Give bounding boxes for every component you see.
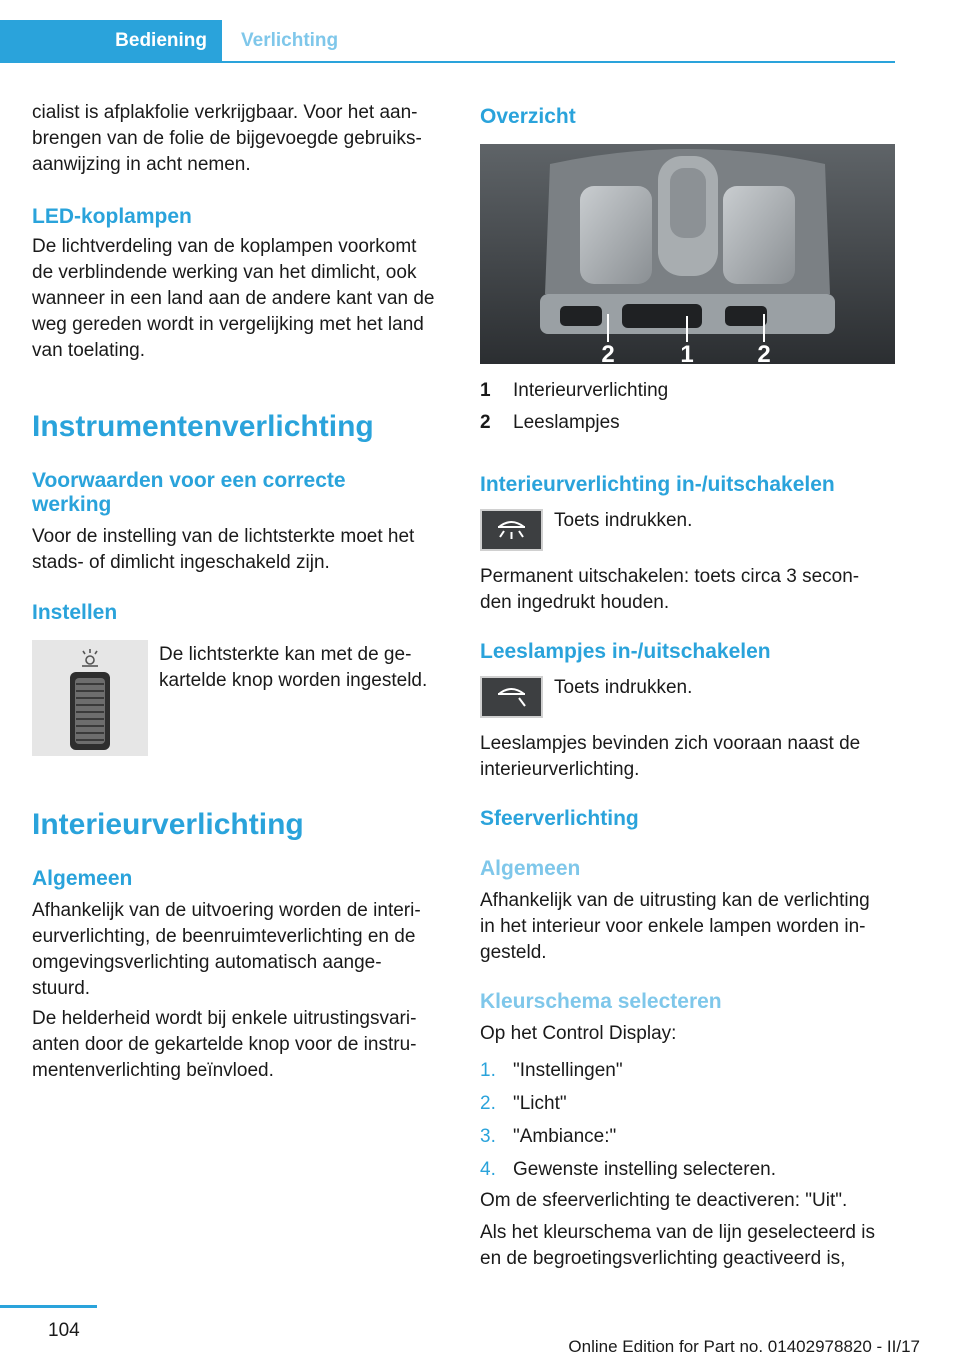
- interior-onoff-heading: Interieurverlichting in-/uitschakelen: [480, 473, 835, 496]
- legend-num: 2: [480, 412, 491, 433]
- last-line-2: en de begroetingsverlichting geactiveerd is,: [480, 1248, 846, 1269]
- header-section-tab: Bediening: [0, 20, 222, 61]
- fig-label-2-right: 2: [757, 341, 771, 364]
- page-number: 104: [48, 1320, 80, 1341]
- step-item: [480, 1091, 567, 1116]
- step-item: [480, 1157, 776, 1182]
- general-line-2: eurverlichting, de beenruimteverlichting en de: [32, 926, 416, 947]
- step-item: [480, 1058, 623, 1083]
- reading-line-1: Leeslampjes bevinden zich vooraan naast de: [480, 733, 861, 754]
- footer-rule: [0, 1305, 97, 1308]
- reading-onoff-heading: Leeslampjes in-/uitschakelen: [480, 640, 771, 663]
- interior-light-button-icon: [480, 509, 543, 551]
- step-item: [480, 1124, 616, 1149]
- knurled-knob-icon: [32, 640, 148, 756]
- step-text: "Instellingen": [513, 1060, 623, 1081]
- dimmer-knob-figure: [32, 640, 148, 756]
- adjust-line-1: De lichtsterkte kan met de ge-: [159, 644, 412, 665]
- conditions-line-2: stads- of dimlicht ingeschakeld zijn.: [32, 552, 330, 573]
- adjust-heading: Instellen: [32, 601, 118, 624]
- ambient-line-2: in het interieur voor enkele lampen worden in-: [480, 916, 866, 937]
- header-rule: [0, 61, 895, 63]
- ambient-heading: Sfeerverlichting: [480, 807, 639, 830]
- instrument-lighting-heading: Instrumentenverlichting: [32, 410, 374, 443]
- step-text: "Licht": [513, 1093, 567, 1114]
- general-line-4: stuurd.: [32, 978, 91, 999]
- legend-item: [480, 410, 620, 435]
- conditions-heading-1: Voorwaarden voor een correcte: [32, 469, 346, 492]
- fig-label-1: 1: [680, 341, 694, 364]
- step-num: 1.: [480, 1060, 496, 1081]
- header-chapter-tab: Verlichting: [241, 29, 339, 51]
- conditions-line-1: Voor de instelling van de lichtsterkte moet het: [32, 526, 415, 547]
- led-line-5: van toelating.: [32, 340, 146, 361]
- color-scheme-heading: Kleurschema selecteren: [480, 990, 722, 1013]
- brightness-line-2: anten door de gekartelde knop voor de instru-: [32, 1034, 417, 1055]
- brightness-line-1: De helderheid wordt bij enkele uitrustingsvari-: [32, 1008, 417, 1029]
- permanent-line-1: Permanent uitschakelen: toets circa 3 secon-: [480, 566, 860, 587]
- adjust-line-2: kartelde knop worden ingesteld.: [159, 670, 428, 691]
- step-text: "Ambiance:": [513, 1126, 617, 1147]
- scheme-intro: Op het Control Display:: [480, 1023, 677, 1044]
- intro-line-2: brengen van de folie de bijgevoegde gebruiks-: [32, 128, 422, 149]
- general-line-1: Afhankelijk van de uitvoering worden de interi-: [32, 900, 421, 921]
- ambient-line-1: Afhankelijk van de uitrusting kan de verlichting: [480, 890, 870, 911]
- led-line-2: de verblindende werking van het dimlicht, ook: [32, 262, 417, 283]
- legend-text: Leeslampjes: [513, 412, 620, 433]
- step-num: 2.: [480, 1093, 496, 1114]
- intro-line-3: aanwijzing in acht nemen.: [32, 154, 251, 175]
- last-line-1: Als het kleurschema van de lijn geselecteerd is: [480, 1222, 875, 1243]
- deactivate-text: Om de sfeerverlichting te deactiveren: "Uit".: [480, 1190, 848, 1211]
- overview-heading: Overzicht: [480, 105, 576, 128]
- ambient-general-heading: Algemeen: [480, 857, 581, 880]
- brightness-line-3: mentenverlichting beïnvloed.: [32, 1060, 274, 1081]
- roof-console-image: [480, 144, 895, 364]
- permanent-line-2: den ingedrukt houden.: [480, 592, 670, 613]
- led-heading: LED-koplampen: [32, 205, 192, 228]
- step-text: Gewenste instelling selecteren.: [513, 1159, 776, 1180]
- legend-text: Interieurverlichting: [513, 380, 669, 401]
- conditions-heading-2: werking: [32, 493, 112, 516]
- led-line-4: weg gereden wordt in vergelijking met het land: [32, 314, 424, 335]
- led-line-3: wanneer in een land aan de andere kant van de: [32, 288, 435, 309]
- general-heading: Algemeen: [32, 867, 133, 890]
- press-text-1: Toets indrukken.: [554, 510, 693, 531]
- roof-console-figure: [480, 144, 895, 364]
- general-line-3: omgevingsverlichting automatisch aange-: [32, 952, 382, 973]
- intro-line-1: cialist is afplakfolie verkrijgbaar. Voor het aan-: [32, 102, 418, 123]
- step-num: 4.: [480, 1159, 496, 1180]
- legend-num: 1: [480, 380, 491, 401]
- interior-lighting-heading: Interieurverlichting: [32, 808, 304, 841]
- edition-text: Online Edition for Part no. 01402978820 - II/17: [568, 1337, 920, 1356]
- fig-label-2-left: 2: [601, 341, 615, 364]
- reading-light-button-icon: [480, 676, 543, 718]
- press-text-2: Toets indrukken.: [554, 677, 693, 698]
- led-line-1: De lichtverdeling van de koplampen voorkomt: [32, 236, 417, 257]
- ambient-line-3: gesteld.: [480, 942, 547, 963]
- reading-line-2: interieurverlichting.: [480, 759, 640, 780]
- step-num: 3.: [480, 1126, 496, 1147]
- legend-item: [480, 378, 668, 403]
